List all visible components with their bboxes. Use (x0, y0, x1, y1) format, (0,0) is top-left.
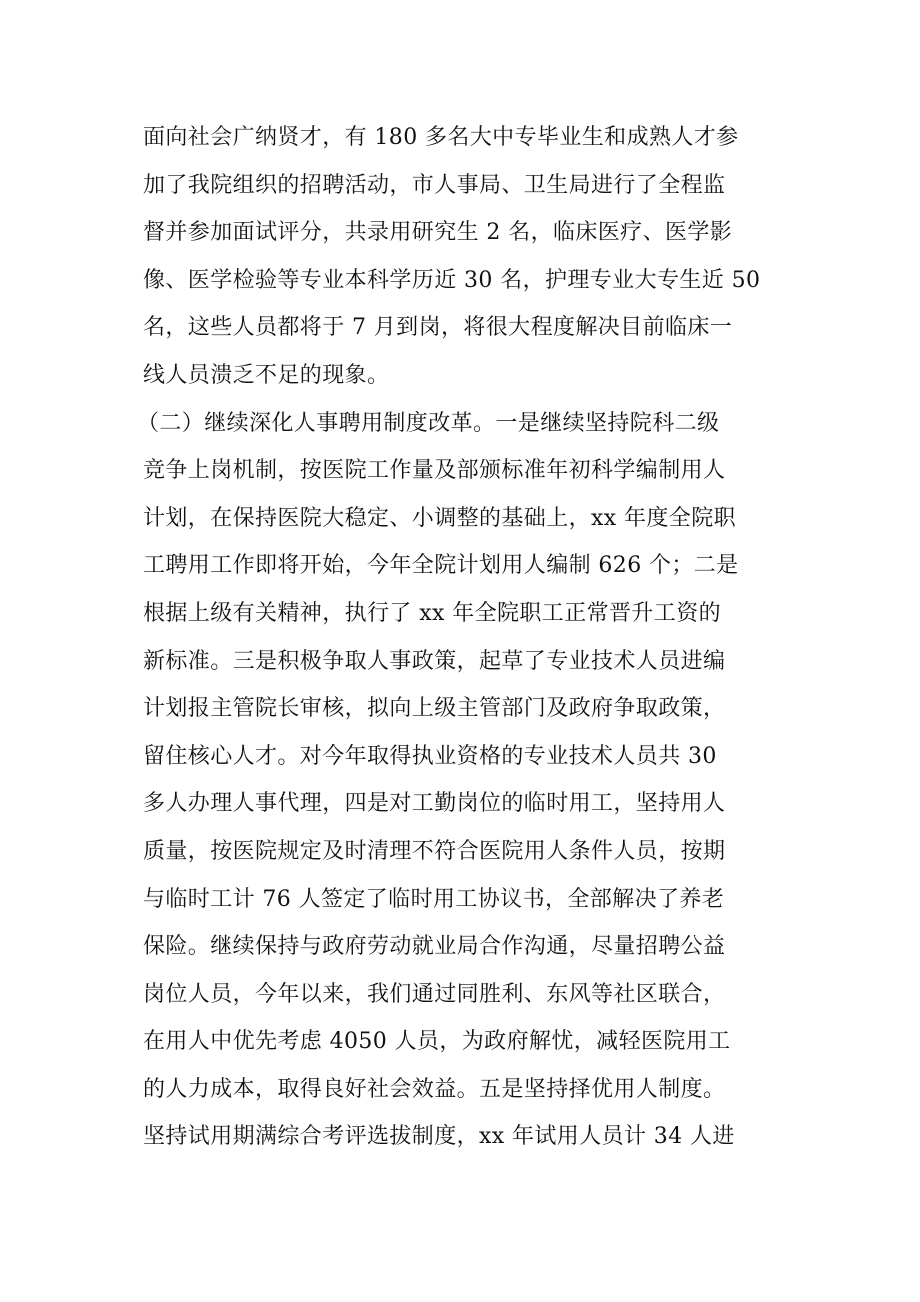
text-line: 加了我院组织的招聘活动，市人事局、卫生局进行了全程监 (143, 172, 726, 198)
text-line: 岗位人员，今年以来，我们通过同胜利、东风等社区联合， (143, 981, 726, 1007)
text-line: 名，这些人员都将于 7 月到岗，将很大程度解决目前临床一 (143, 315, 733, 341)
section-heading-line: （二）继续深化人事聘用制度改革。一是继续坚持院科二级 (137, 410, 720, 436)
text-line: 留住核心人才。对今年取得执业资格的专业技术人员共 30 (143, 743, 717, 769)
text-line: 面向社会广纳贤才，有 180 多名大中专毕业生和成熟人才参 (143, 125, 739, 150)
text-line: 计划，在保持医院大稳定、小调整的基础上，xx 年度全院职 (143, 505, 737, 531)
text-line: 计划报主管院长审核，拟向上级主管部门及政府争取政策， (143, 696, 726, 722)
text-line: 竞争上岗机制，按医院工作量及部颁标准年初科学编制用人 (143, 458, 726, 484)
text-line: 的人力成本，取得良好社会效益。五是坚持择优用人制度。 (143, 1076, 726, 1102)
text-line: 工聘用工作即将开始，今年全院计划用人编制 626 个；二是 (143, 553, 739, 579)
text-line: 像、医学检验等专业本科学历近 30 名，护理专业大专生近 50 (143, 267, 761, 293)
body-text (137, 114, 803, 1161)
text-line: 多人办理人事代理，四是对工勤岗位的临时用工，坚持用人 (143, 791, 726, 817)
text-line: 新标准。三是积极争取人事政策，起草了专业技术人员进编 (143, 648, 726, 674)
text-line: 线人员溃乏不足的现象。 (143, 362, 390, 388)
text-line: 坚持试用期满综合考评选拔制度，xx 年试用人员计 34 人进 (143, 1124, 735, 1150)
text-line: 督并参加面试评分，共录用研究生 2 名，临床医疗、医学影 (143, 220, 733, 246)
text-line: 与临时工计 76 人签定了临时用工协议书，全部解决了养老 (143, 886, 725, 912)
text-line: 保险。继续保持与政府劳动就业局合作沟通，尽量招聘公益 (143, 934, 726, 960)
text-line: 质量，按医院规定及时清理不符合医院用人条件人员，按期 (143, 838, 726, 864)
text-line: 根据上级有关精神，执行了 xx 年全院职工正常晋升工资的 (143, 600, 722, 626)
text-line: 在用人中优先考虑 4050 人员，为政府解忧，减轻医院用工 (143, 1029, 731, 1055)
